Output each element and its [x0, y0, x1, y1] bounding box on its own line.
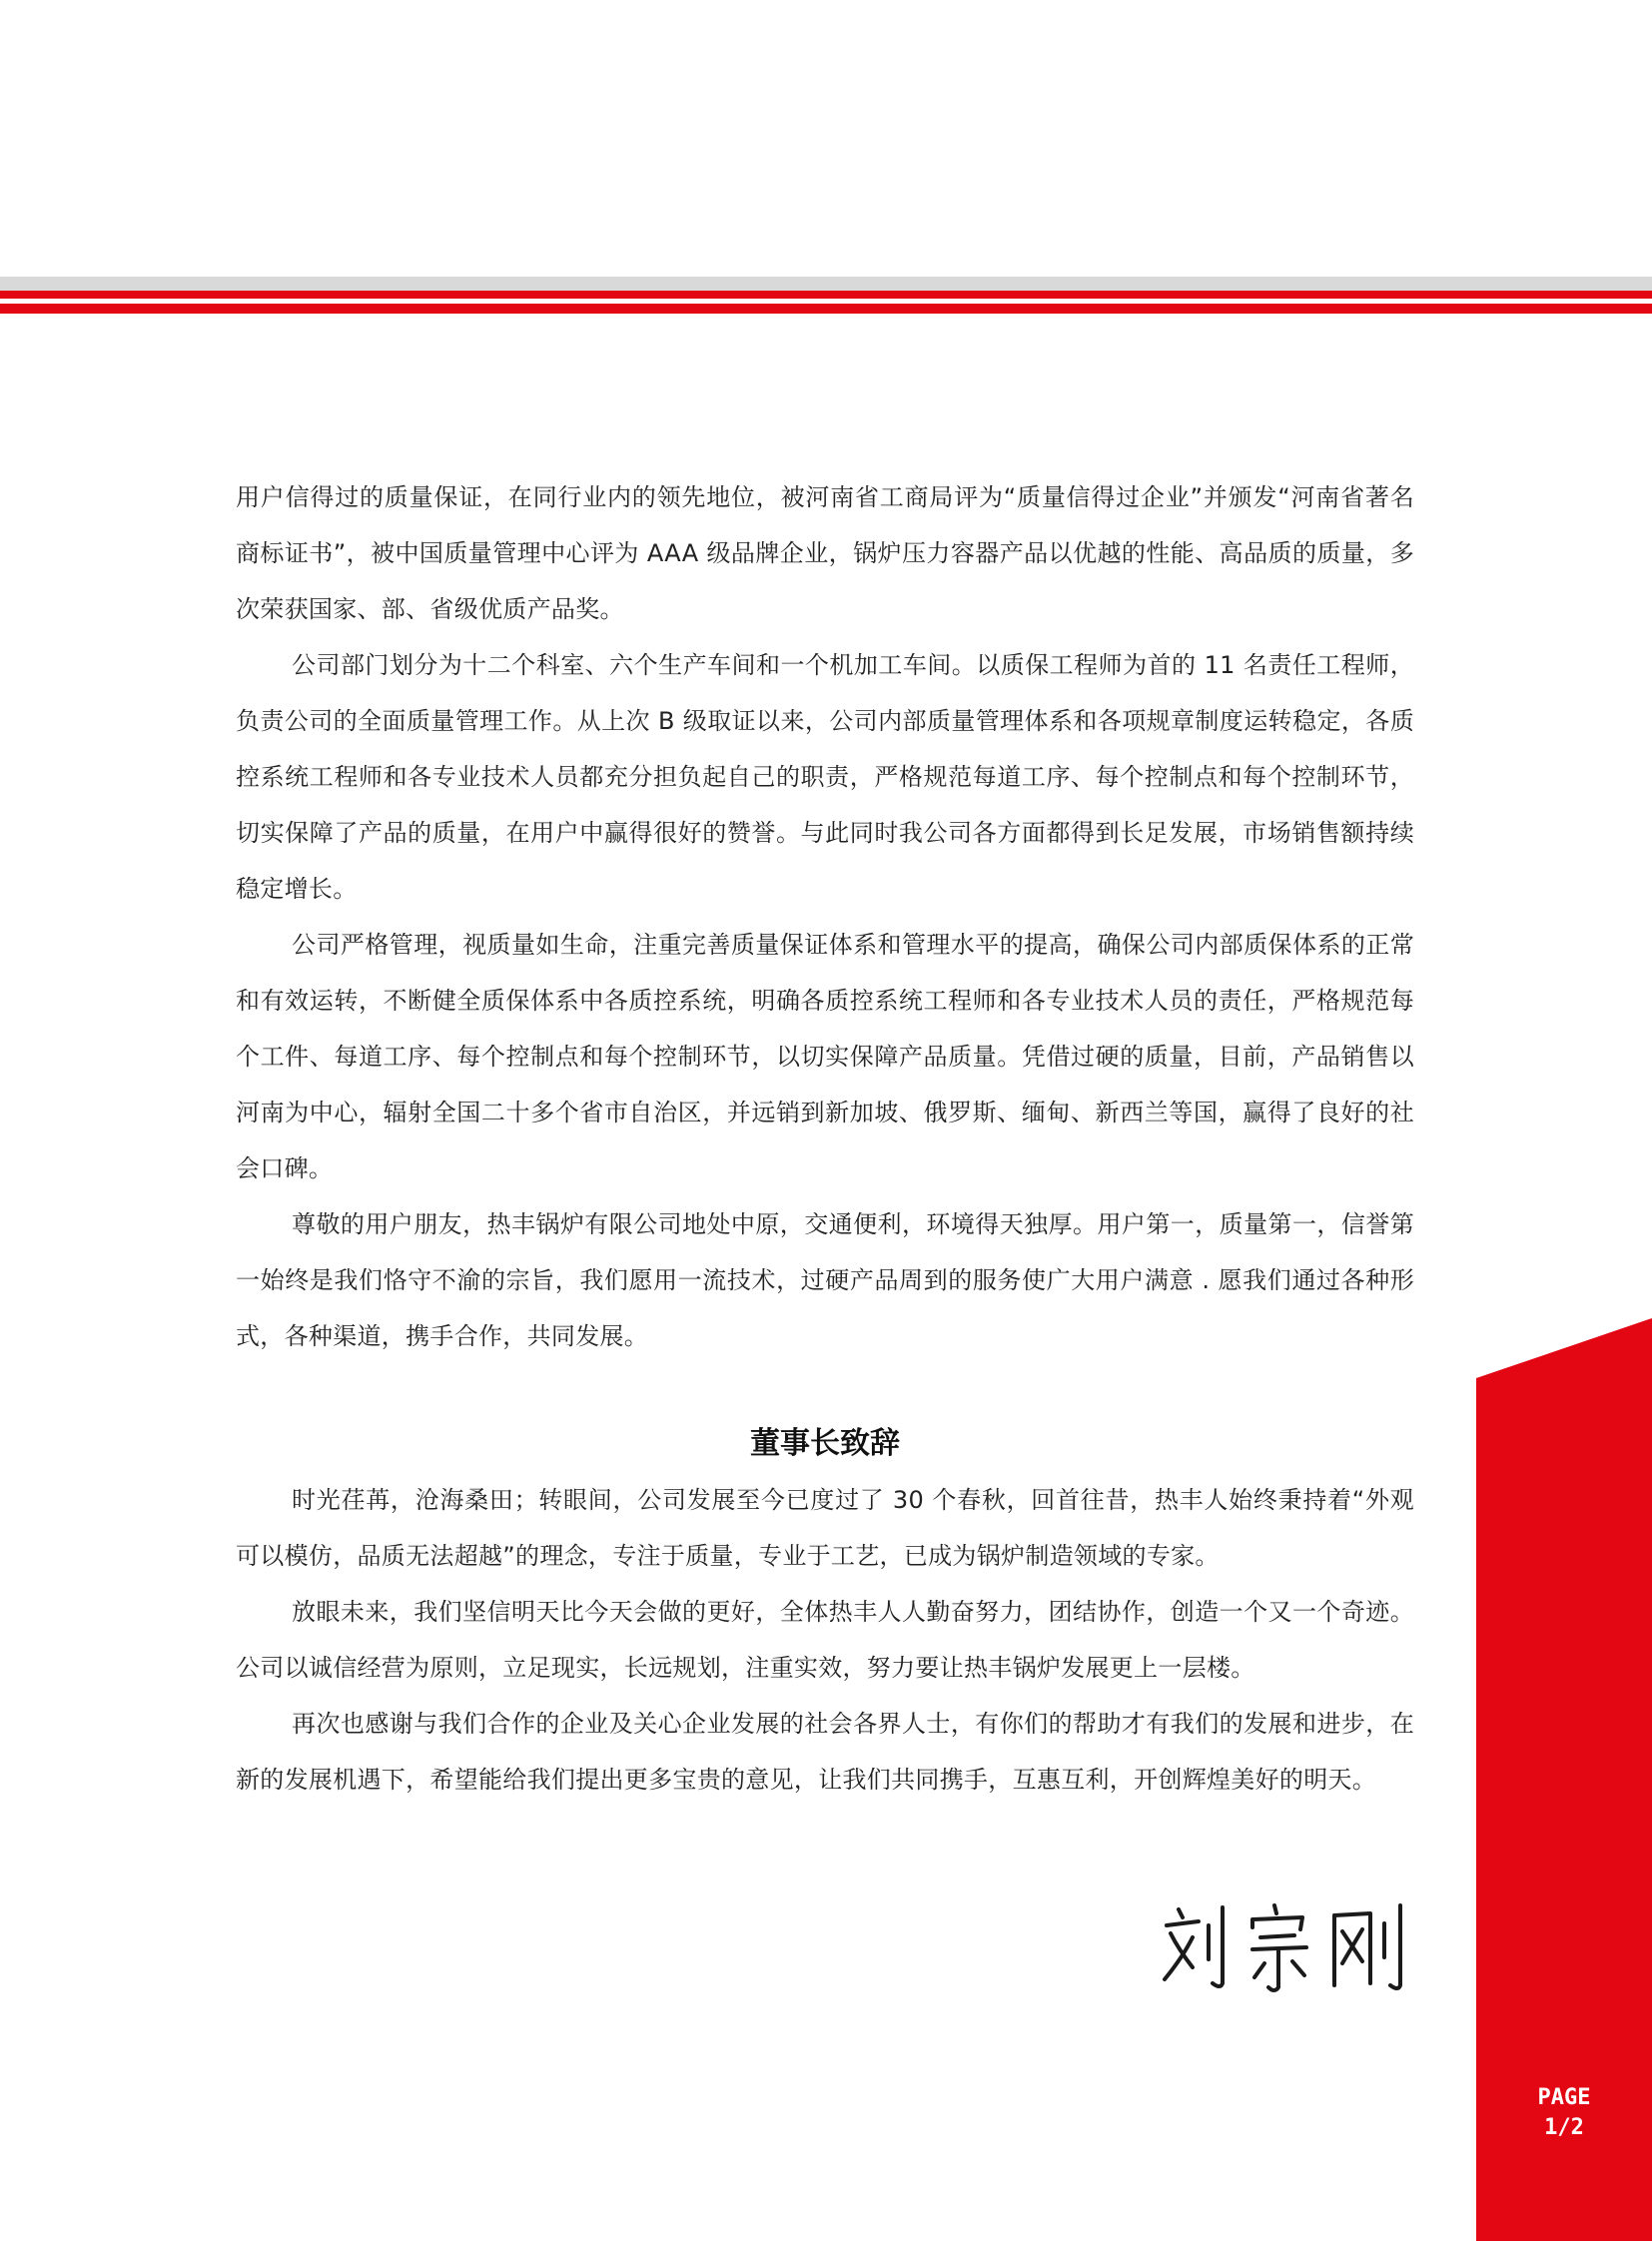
- chairman-speech-title: 董事长致辞: [750, 1426, 900, 1461]
- signature-calligraphy: [1157, 1897, 1416, 1997]
- header-stripe-red-top: [0, 291, 1652, 299]
- speech-paragraph-2: 放眼未来，我们坚信明天比今天会做的更好，全体热丰人人勤奋努力，团结协作，创造一个又一个奇迹。公司以诚信经营为原则，立足现实，长远规划，注重实效，努力要让热丰锅炉发展更上一层楼。: [236, 1598, 1414, 1682]
- body-paragraph-1: 用户信得过的质量保证，在同行业内的领先地位，被河南省工商局评为“质量信得过企业”并颁发“河南省著名商标证书”，被中国质量管理中心评为 AAA 级品牌企业，锅炉压力容器产品以优越的性能、高品质的质量，多次荣获国家、部、省级优质产品奖。: [236, 483, 1414, 623]
- body-text: [236, 469, 1414, 1364]
- body-paragraph-3: 公司严格管理，视质量如生命，注重完善质量保证体系和管理水平的提高，确保公司内部质保体系的正常和有效运转，不断健全质保体系中各质控系统，明确各质控系统工程师和各专业技术人员的责任，严格规范每个工件、每道工序、每个控制点和每个控制环节，以切实保障产品质量。凭借过硬的质量，目前，产品销售以河南为中心，辐射全国二十多个省市自治区，并远销到新加坡、俄罗斯、缅甸、新西兰等国，赢得了良好的社会口碑。: [236, 931, 1414, 1182]
- speech-paragraph-1: 时光荏苒，沧海桑田；转眼间，公司发展至今已度过了 30 个春秋，回首往昔，热丰人始终秉持着“外观可以模仿，品质无法超越”的理念，专注于质量，专业于工艺，已成为锅炉制造领域的专家。: [236, 1486, 1414, 1570]
- page-label-title: PAGE: [1537, 2085, 1591, 2110]
- header-stripe-gray: [0, 277, 1652, 291]
- speech-paragraph-3: 再次也感谢与我们合作的企业及关心企业发展的社会各界人士，有你们的帮助才有我们的发展和进步，在新的发展机遇下，希望能给我们提出更多宝贵的意见，让我们共同携手，互惠互利，开创辉煌美好的明天。: [236, 1710, 1414, 1794]
- body-paragraph-2: 公司部门划分为十二个科室、六个生产车间和一个机加工车间。以质保工程师为首的 11 名责任工程师，负责公司的全面质量管理工作。从上次 B 级取证以来，公司内部质量管理体系和各项规章制度运转稳定，各质控系统工程师和各专业技术人员都充分担负起自己的职责，严格规范每道工序、每个控制点和每个控制环节，切实保障了产品的质量，在用户中赢得很好的赞誉。与此同时我公司各方面都得到长足发展，市场销售额持续稳定增长。: [236, 651, 1414, 903]
- chairman-speech-text: [236, 1472, 1414, 1808]
- header-stripe-red-bottom: [0, 304, 1652, 314]
- body-paragraph-4: 尊敬的用户朋友，热丰锅炉有限公司地处中原，交通便利，环境得天独厚。用户第一，质量第一，信誉第一始终是我们恪守不渝的宗旨，我们愿用一流技术，过硬产品周到的服务使广大用户满意 . 愿我们通过各种形式，各种渠道，携手合作，共同发展。: [236, 1210, 1414, 1350]
- signature-image: [1157, 1897, 1416, 1997]
- page-label-number: 1/2: [1544, 2115, 1584, 2140]
- page-number-label: [1476, 2083, 1652, 2143]
